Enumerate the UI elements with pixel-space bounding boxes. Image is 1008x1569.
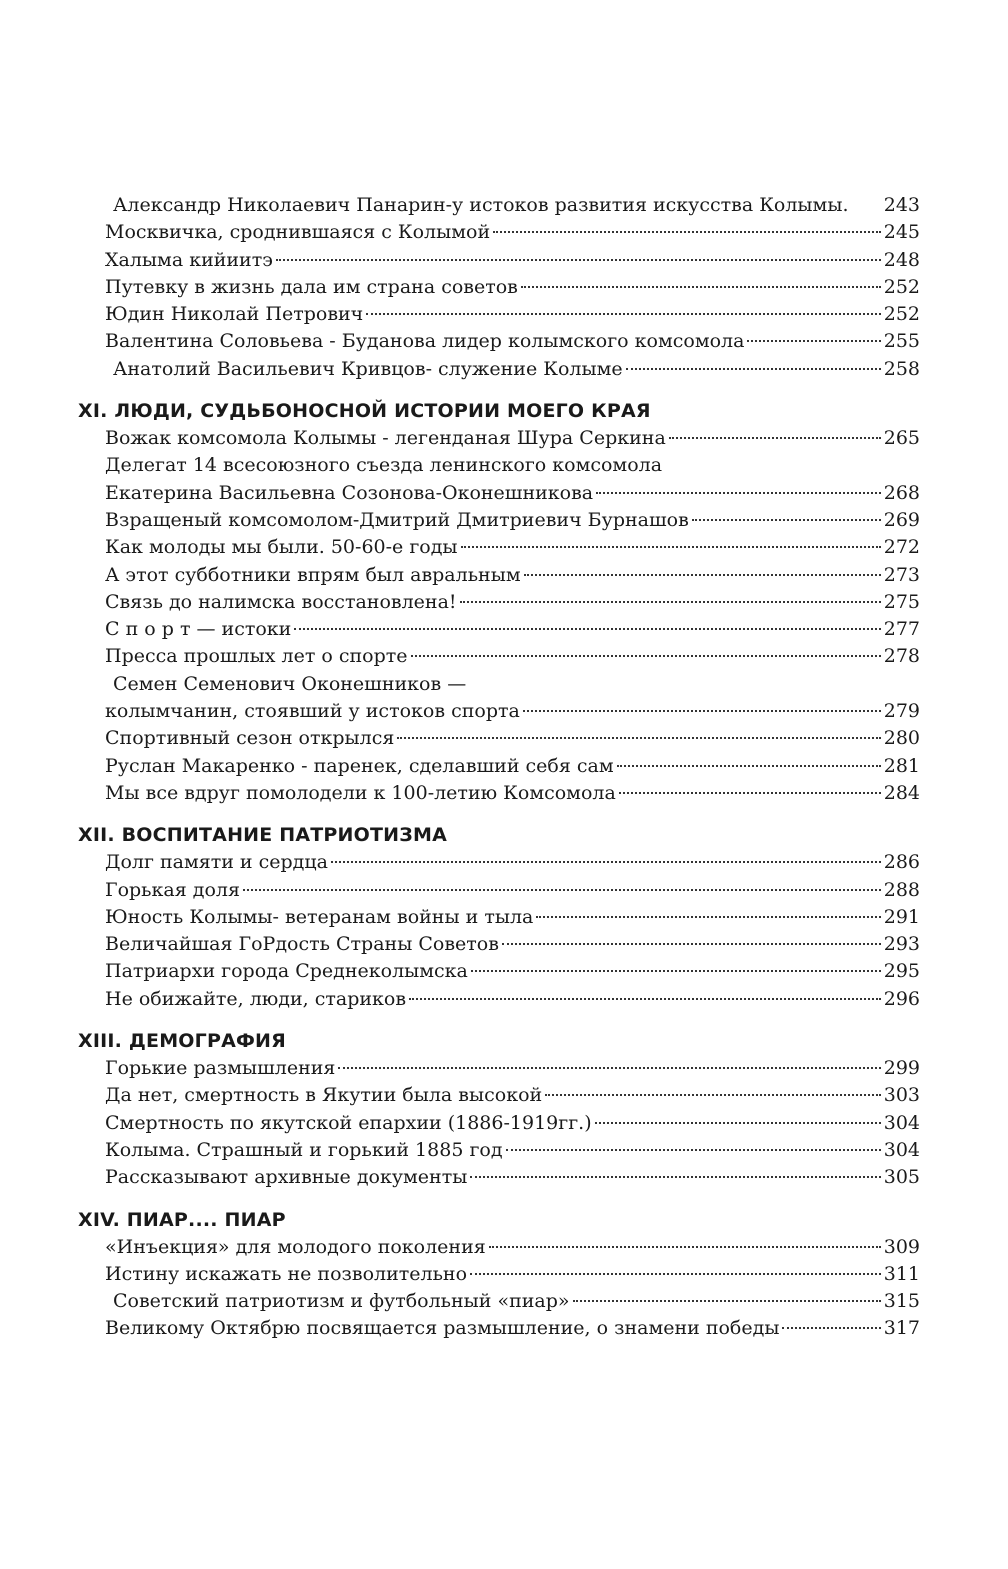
toc-entry-page: 286 — [883, 851, 920, 874]
table-of-contents — [78, 192, 920, 1343]
toc-entry[interactable] — [78, 192, 920, 219]
toc-entry-title: Халыма кийиитэ — [105, 248, 273, 271]
dot-leader — [411, 655, 881, 657]
toc-entry[interactable] — [78, 958, 920, 985]
toc-entry[interactable] — [78, 725, 920, 752]
toc-entry-title: Руслан Макаренко - паренек, сделавший себя сам — [105, 754, 614, 777]
section-heading: XIII. ДЕМОГРАФИЯ — [78, 1030, 286, 1053]
toc-entry[interactable] — [78, 301, 920, 328]
toc-entry-title: Екатерина Васильевна Созонова-Оконешникова — [105, 481, 594, 504]
toc-entry-page: 243 — [883, 194, 920, 216]
dot-leader — [493, 231, 881, 233]
toc-entry-title: Да нет, смертность в Якутии была высокой — [105, 1084, 543, 1107]
toc-entry-title: А этот субботники впрям был авральным — [105, 563, 521, 586]
dot-leader — [573, 1300, 881, 1302]
toc-entry-page: 252 — [883, 275, 920, 298]
toc-entry[interactable] — [78, 356, 920, 383]
toc-entry-page: 248 — [883, 248, 920, 271]
toc-entry[interactable] — [78, 931, 920, 958]
dot-leader — [692, 519, 881, 521]
toc-entry[interactable] — [78, 1137, 920, 1164]
dot-leader — [536, 916, 880, 918]
toc-entry[interactable] — [78, 562, 920, 589]
toc-entry-title: Патриархи города Среднеколымска — [105, 960, 468, 983]
toc-entry-page: 305 — [883, 1166, 920, 1189]
dot-leader — [669, 437, 881, 439]
toc-entry-page: 279 — [883, 700, 920, 723]
toc-entry[interactable] — [78, 616, 920, 643]
toc-entry-title: Путевку в жизнь дала им страна советов — [105, 275, 518, 298]
toc-entry-page: 281 — [883, 754, 920, 777]
dot-leader — [521, 286, 881, 288]
toc-entry-page: 299 — [883, 1057, 920, 1080]
dot-leader — [747, 340, 880, 342]
toc-entry-title: Пресса прошлых лет о спорте — [105, 645, 408, 668]
dot-leader — [523, 710, 881, 712]
dot-leader — [243, 889, 881, 891]
toc-entry[interactable] — [78, 247, 920, 274]
dot-leader — [619, 792, 881, 794]
toc-entry-title: Величайшая ГоРдость Страны Советов — [105, 933, 499, 956]
toc-entry-page: 252 — [883, 303, 920, 326]
toc-entry-page: 280 — [883, 727, 920, 750]
toc-entry-page: 275 — [883, 590, 920, 613]
toc-entry[interactable] — [78, 534, 920, 561]
toc-entry-page: 295 — [883, 960, 920, 983]
toc-entry[interactable] — [78, 1055, 920, 1082]
dot-leader — [545, 1094, 881, 1096]
toc-entry[interactable] — [78, 589, 920, 616]
toc-entry-page: 272 — [883, 536, 920, 559]
dot-leader — [471, 970, 881, 972]
toc-entry[interactable] — [78, 1261, 920, 1288]
toc-entry-page: 269 — [883, 508, 920, 531]
toc-entry-page: 288 — [883, 878, 920, 901]
section-heading: XII. ВОСПИТАНИЕ ПАТРИОТИЗМА — [78, 824, 447, 847]
toc-section — [78, 192, 920, 383]
toc-section — [78, 1029, 920, 1191]
toc-entry-page: 265 — [883, 427, 920, 450]
toc-section — [78, 823, 920, 1013]
toc-entry-page: 304 — [883, 1111, 920, 1134]
toc-entry[interactable] — [78, 877, 920, 904]
dot-leader — [524, 574, 881, 576]
toc-entry[interactable] — [78, 1315, 920, 1342]
toc-entry[interactable] — [78, 1082, 920, 1109]
dot-leader — [461, 546, 881, 548]
toc-entry-title: Мы все вдруг помолодели к 100-летию Комсомола — [105, 781, 616, 804]
toc-entry-page: 284 — [883, 781, 920, 804]
toc-entry[interactable] — [78, 1288, 920, 1315]
section-heading: XI. ЛЮДИ, СУДЬБОНОСНОЙ ИСТОРИИ МОЕГО КРАЯ — [78, 400, 651, 423]
toc-entry-title: колымчанин, стоявший у истоков спорта — [105, 700, 520, 723]
toc-entry-title: Спортивный сезон открылся — [105, 727, 395, 750]
toc-entry-title: Москвичка, сроднившаяся с Колымой — [105, 221, 491, 244]
toc-entry-title: Юдин Николай Петрович — [105, 303, 364, 326]
toc-entry-page: 304 — [883, 1138, 920, 1161]
toc-entry-page: 255 — [883, 330, 920, 353]
toc-entry-title: Смертность по якутской епархии (1886-1919гг.) — [105, 1111, 592, 1134]
toc-entry[interactable] — [78, 1110, 920, 1137]
toc-entry-page: 291 — [883, 905, 920, 928]
toc-entry-title: С п о р т — истоки — [105, 618, 292, 641]
toc-entry-title: Советский патриотизм и футбольный «пиар» — [113, 1290, 570, 1313]
toc-entry[interactable] — [78, 480, 920, 507]
toc-entry-title: Великому Октябрю посвящается размышление, о знамени победы — [105, 1317, 780, 1340]
dot-leader — [470, 1273, 881, 1275]
toc-entry[interactable] — [78, 643, 920, 670]
dot-leader — [294, 628, 880, 630]
dot-leader — [502, 943, 881, 945]
toc-entry[interactable] — [78, 904, 920, 931]
toc-section — [78, 399, 920, 807]
toc-entry[interactable] — [78, 671, 920, 698]
toc-entry-page: 317 — [883, 1317, 920, 1340]
toc-entry-title: Взращеный комсомолом-Дмитрий Дмитриевич Бурнашов — [105, 508, 689, 531]
dot-leader — [489, 1246, 881, 1248]
dot-leader — [409, 998, 881, 1000]
toc-entry[interactable] — [78, 274, 920, 301]
toc-entry-page: 296 — [883, 987, 920, 1010]
toc-entry-page: 273 — [883, 563, 920, 586]
toc-entry[interactable] — [78, 780, 920, 807]
toc-entry-title: Юность Колымы- ветеранам войны и тыла — [105, 905, 534, 928]
toc-entry-page: 245 — [883, 221, 920, 244]
toc-entry-page: 293 — [883, 933, 920, 956]
toc-entry-page: 277 — [883, 618, 920, 641]
dot-leader — [470, 1176, 880, 1178]
toc-entry[interactable] — [78, 219, 920, 246]
toc-entry[interactable] — [78, 425, 920, 452]
toc-entry[interactable] — [78, 1234, 920, 1261]
dot-leader — [366, 313, 880, 315]
toc-entry-title: Долг памяти и сердца — [105, 851, 328, 874]
toc-entry-title: «Инъекция» для молодого поколения — [105, 1235, 486, 1258]
dot-leader — [596, 492, 881, 494]
section-heading: XIV. ПИАР.... ПИАР — [78, 1208, 286, 1231]
toc-entry-page: 303 — [883, 1084, 920, 1107]
dot-leader — [626, 368, 881, 370]
toc-entry-title: Валентина Соловьева - Буданова лидер колымского комсомола — [105, 330, 745, 353]
dot-leader — [595, 1122, 881, 1124]
dot-leader — [331, 861, 881, 863]
dot-leader — [338, 1067, 880, 1069]
dot-leader — [506, 1149, 881, 1151]
toc-entry-page: 258 — [883, 357, 920, 380]
toc-entry-title: Не обижайте, люди, стариков — [105, 987, 407, 1010]
toc-entry[interactable] — [78, 507, 920, 534]
toc-entry-title: Истину искажать не позволительно — [105, 1262, 468, 1285]
toc-entry-page: 311 — [883, 1262, 920, 1285]
toc-entry[interactable] — [78, 328, 920, 355]
toc-entry-page: 278 — [883, 645, 920, 668]
toc-entry-title: Горькие размышления — [105, 1057, 336, 1080]
dot-leader — [617, 765, 881, 767]
toc-entry-title: Горькая доля — [105, 878, 240, 901]
dot-leader — [276, 259, 881, 261]
toc-entry[interactable] — [78, 986, 920, 1013]
toc-entry-title: Семен Семенович Оконешников — — [113, 672, 467, 695]
toc-entry-title: Как молоды мы были. 50-60-е годы — [105, 536, 458, 559]
toc-entry-page: 268 — [883, 481, 920, 504]
toc-entry-title: Вожак комсомола Колымы - легенданая Шура Серкина — [105, 427, 666, 450]
dot-leader — [397, 737, 880, 739]
toc-entry-title: Рассказывают архивные документы — [105, 1166, 468, 1189]
toc-entry[interactable] — [78, 1164, 920, 1191]
toc-entry-page: 309 — [883, 1235, 920, 1258]
dot-leader — [460, 601, 881, 603]
toc-entry-title: Анатолий Васильевич Кривцов- служение Колыме — [113, 357, 623, 380]
toc-section — [78, 1208, 920, 1343]
toc-entry-title: Связь до налимска восстановлена! — [105, 590, 457, 613]
toc-entry[interactable] — [78, 698, 920, 725]
toc-entry-title: Колыма. Страшный и горький 1885 год — [105, 1138, 503, 1161]
dot-leader — [782, 1327, 880, 1329]
toc-entry-page: 315 — [883, 1290, 920, 1313]
toc-entry-title: Делегат 14 всесоюзного съезда ленинского комсомола — [105, 454, 663, 477]
toc-entry[interactable] — [78, 753, 920, 780]
toc-entry[interactable] — [78, 849, 920, 876]
toc-entry-title: Александр Николаевич Панарин-у истоков развития искусства Колымы. — [113, 194, 849, 216]
toc-entry[interactable] — [78, 452, 920, 479]
